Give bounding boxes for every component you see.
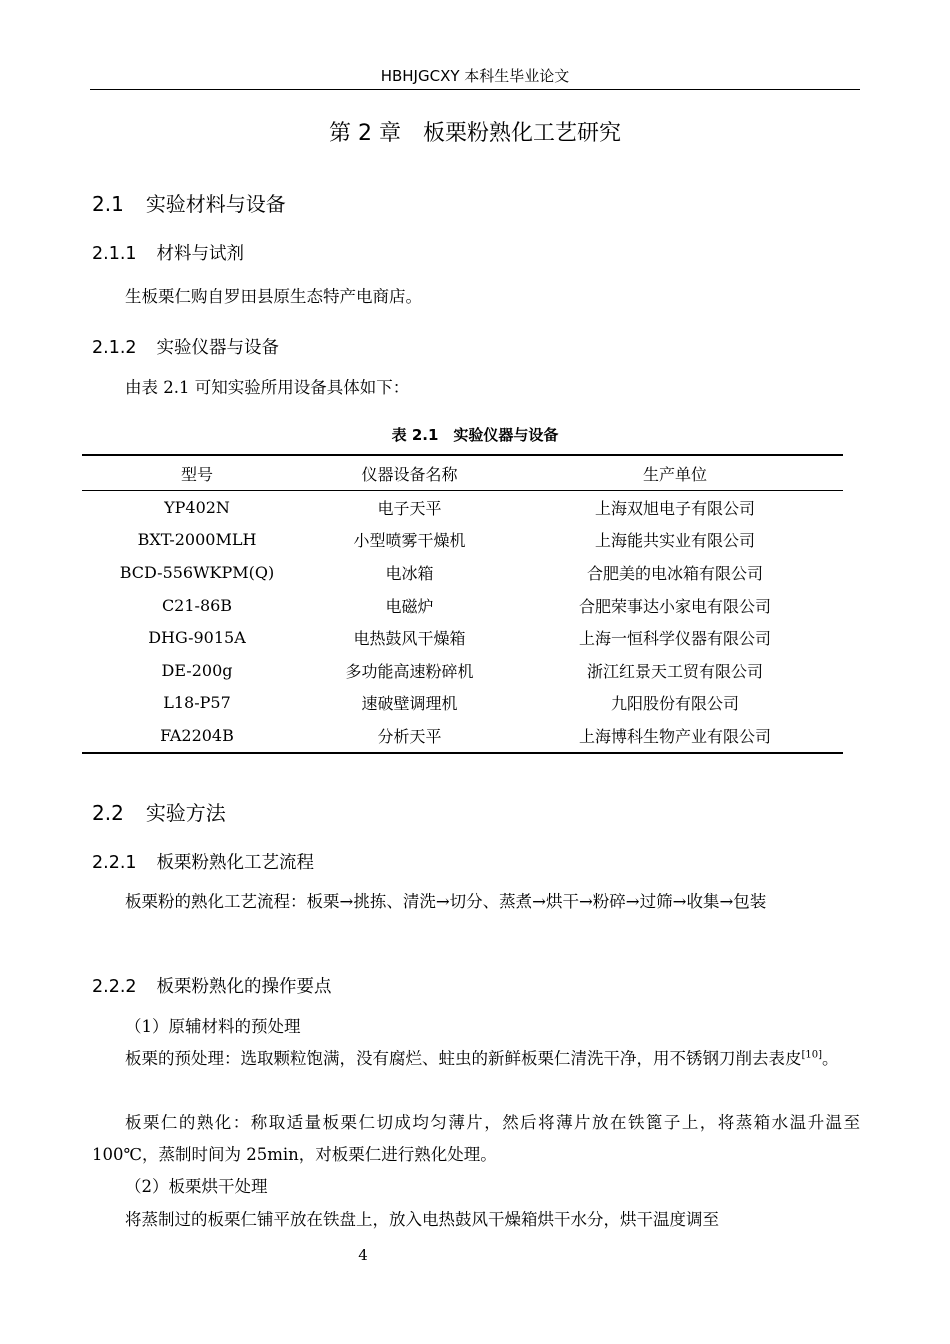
table-row <box>82 719 843 753</box>
table-row <box>82 556 843 589</box>
cell-manufacturer: 浙江红景天工贸有限公司 <box>586 661 763 681</box>
cell-model: C21-86B <box>161 595 233 615</box>
section-heading-2-2 <box>92 797 226 826</box>
pretreatment-end: 。 <box>822 1049 839 1068</box>
cell-model: YP402N <box>164 497 230 517</box>
cell-model: BXT-2000MLH <box>137 530 257 550</box>
list-item-pretreatment: （1）原辅材料的预处理 <box>125 1017 301 1036</box>
cell-manufacturer: 上海博科生物产业有限公司 <box>578 726 771 746</box>
subsection-number: 2.2.1 <box>92 853 137 873</box>
column-header-manufacturer: 生产单位 <box>642 464 707 484</box>
cell-instrument: 小型喷雾干燥机 <box>353 531 466 551</box>
paragraph-process-flow: 板栗粉的熟化工艺流程：板栗→挑拣、清洗→切分、蒸煮→烘干→粉碎→过筛→收集→包装 <box>125 892 767 911</box>
pretreatment-text: 板栗的预处理：选取颗粒饱满，没有腐烂、蛀虫的新鲜板栗仁清洗干净，用不锈钢刀削去表皮 <box>125 1049 802 1068</box>
subsection-heading-2-1-2 <box>92 334 279 359</box>
cell-instrument: 多功能高速粉碎机 <box>345 661 474 681</box>
subsection-title: 实验仪器与设备 <box>156 338 280 358</box>
subsection-heading-2-2-1 <box>92 849 314 874</box>
cell-manufacturer: 合肥荣事达小家电有限公司 <box>578 596 771 616</box>
table-row <box>82 621 843 654</box>
cell-model: FA2204B <box>160 725 234 745</box>
subsection-number: 2.2.2 <box>92 977 137 997</box>
table-header-row <box>82 455 843 491</box>
table-row <box>82 687 843 720</box>
cell-instrument: 分析天平 <box>377 726 442 746</box>
page-header: HBHJGCXY 本科生毕业论文 <box>90 64 860 90</box>
section-title: 实验方法 <box>145 801 226 825</box>
cell-instrument: 电热鼓风干燥箱 <box>353 629 466 649</box>
subsection-heading-2-2-2 <box>92 973 332 998</box>
chapter-title: 第 2 章 板栗粉熟化工艺研究 <box>329 121 621 146</box>
cell-instrument: 电冰箱 <box>385 563 434 583</box>
equipment-table <box>82 454 843 754</box>
cell-manufacturer: 九阳股份有限公司 <box>610 694 739 714</box>
cell-model: BCD-556WKPM(Q) <box>119 562 275 582</box>
cell-model: DE-200g <box>161 660 233 680</box>
table-row <box>82 654 843 687</box>
column-header-model: 型号 <box>180 464 213 484</box>
paragraph-pretreatment <box>92 1043 860 1075</box>
paragraph-table-intro: 由表 2.1 可知实验所用设备具体如下： <box>125 378 410 397</box>
list-item-drying: （2）板栗烘干处理 <box>125 1177 268 1196</box>
cell-manufacturer: 上海双旭电子有限公司 <box>594 498 755 518</box>
cell-instrument: 电子天平 <box>377 498 442 518</box>
subsection-title: 板栗粉熟化的操作要点 <box>156 977 332 997</box>
page-number: 4 <box>358 1246 368 1264</box>
cell-instrument: 电磁炉 <box>385 596 434 616</box>
column-header-instrument: 仪器设备名称 <box>361 464 458 484</box>
subsection-title: 板栗粉熟化工艺流程 <box>156 853 315 873</box>
subsection-number: 2.1.1 <box>92 244 137 264</box>
paragraph-drying: 将蒸制过的板栗仁铺平放在铁盘上，放入电热鼓风干燥箱烘干水分，烘干温度调至 <box>125 1210 719 1229</box>
paragraph-cooking: 板栗仁的熟化：称取适量板栗仁切成均匀薄片，然后将薄片放在铁篦子上，将蒸箱水温升温至 100℃，蒸制时间为 25min，对板栗仁进行熟化处理。 <box>92 1113 860 1164</box>
table-row <box>82 589 843 622</box>
table-row <box>82 491 843 524</box>
subsection-number: 2.1.2 <box>92 338 137 358</box>
subsection-title: 材料与试剂 <box>156 244 245 264</box>
subsection-heading-2-1-1 <box>92 240 244 265</box>
cell-manufacturer: 合肥美的电冰箱有限公司 <box>586 563 763 583</box>
paragraph-materials: 生板栗仁购自罗田县原生态特产电商店。 <box>125 287 422 306</box>
section-heading-2-1 <box>92 188 286 217</box>
cell-manufacturer: 上海一恒科学仪器有限公司 <box>578 629 771 649</box>
cell-manufacturer: 上海能共实业有限公司 <box>594 531 755 551</box>
table-caption: 表 2.1 实验仪器与设备 <box>391 426 559 444</box>
cell-model: L18-P57 <box>163 693 231 713</box>
section-title: 实验材料与设备 <box>145 192 286 216</box>
section-number: 2.1 <box>92 192 124 216</box>
section-number: 2.2 <box>92 801 124 825</box>
table-row <box>82 524 843 557</box>
citation-reference: [10] <box>801 1049 823 1061</box>
cell-model: DHG-9015A <box>148 628 246 648</box>
cell-instrument: 速破壁调理机 <box>361 694 458 714</box>
